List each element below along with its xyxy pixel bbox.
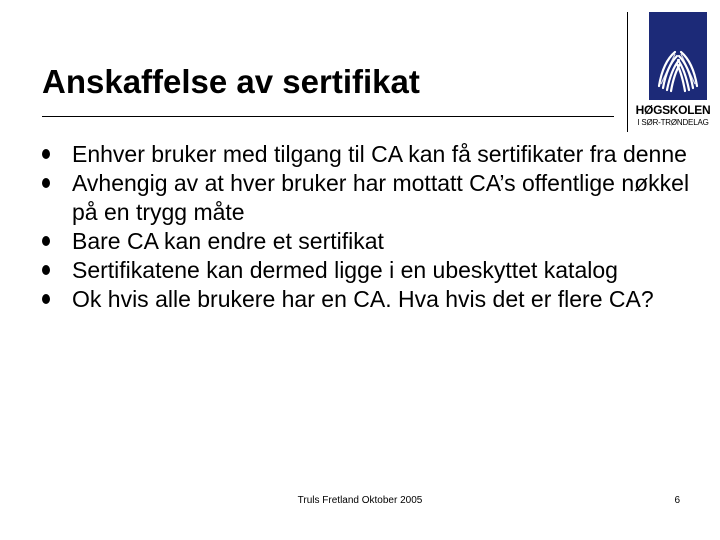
- slide-title: Anskaffelse av sertifikat: [42, 63, 420, 100]
- bullet-item: [42, 285, 702, 314]
- school-logo: [632, 12, 714, 134]
- bullet-dot-icon: [42, 236, 50, 246]
- logo-name: HØGSKOLEN: [635, 103, 711, 117]
- title-divider: [42, 116, 614, 117]
- bullet-item: [42, 140, 702, 169]
- logo-subtitle: I SØR-TRØNDELAG: [637, 118, 709, 127]
- bullet-item: [42, 169, 702, 227]
- logo-emblem-icon: [649, 12, 707, 100]
- bullet-item: [42, 256, 702, 285]
- footer-author-date: Truls Fretland Oktober 2005: [297, 495, 423, 506]
- logo-divider: [627, 12, 628, 132]
- footer-page-number: 6: [674, 495, 680, 506]
- bullet-item: [42, 227, 702, 256]
- bullet-dot-icon: [42, 149, 50, 159]
- bullet-dot-icon: [42, 294, 50, 304]
- bullet-text: Bare CA kan endre et sertifikat: [72, 228, 384, 254]
- bullet-list: [42, 140, 702, 314]
- bullet-text: Enhver bruker med tilgang til CA kan få sertifikater fra denne: [72, 141, 687, 167]
- bullet-dot-icon: [42, 265, 50, 275]
- bullet-dot-icon: [42, 178, 50, 188]
- bullet-text: Ok hvis alle brukere har en CA. Hva hvis det er flere CA?: [72, 286, 654, 312]
- bullet-text: Sertifikatene kan dermed ligge i en ubeskyttet katalog: [72, 257, 618, 283]
- bullet-text: Avhengig av at hver bruker har mottatt CA’s offentlige nøkkel på en trygg måte: [72, 170, 690, 225]
